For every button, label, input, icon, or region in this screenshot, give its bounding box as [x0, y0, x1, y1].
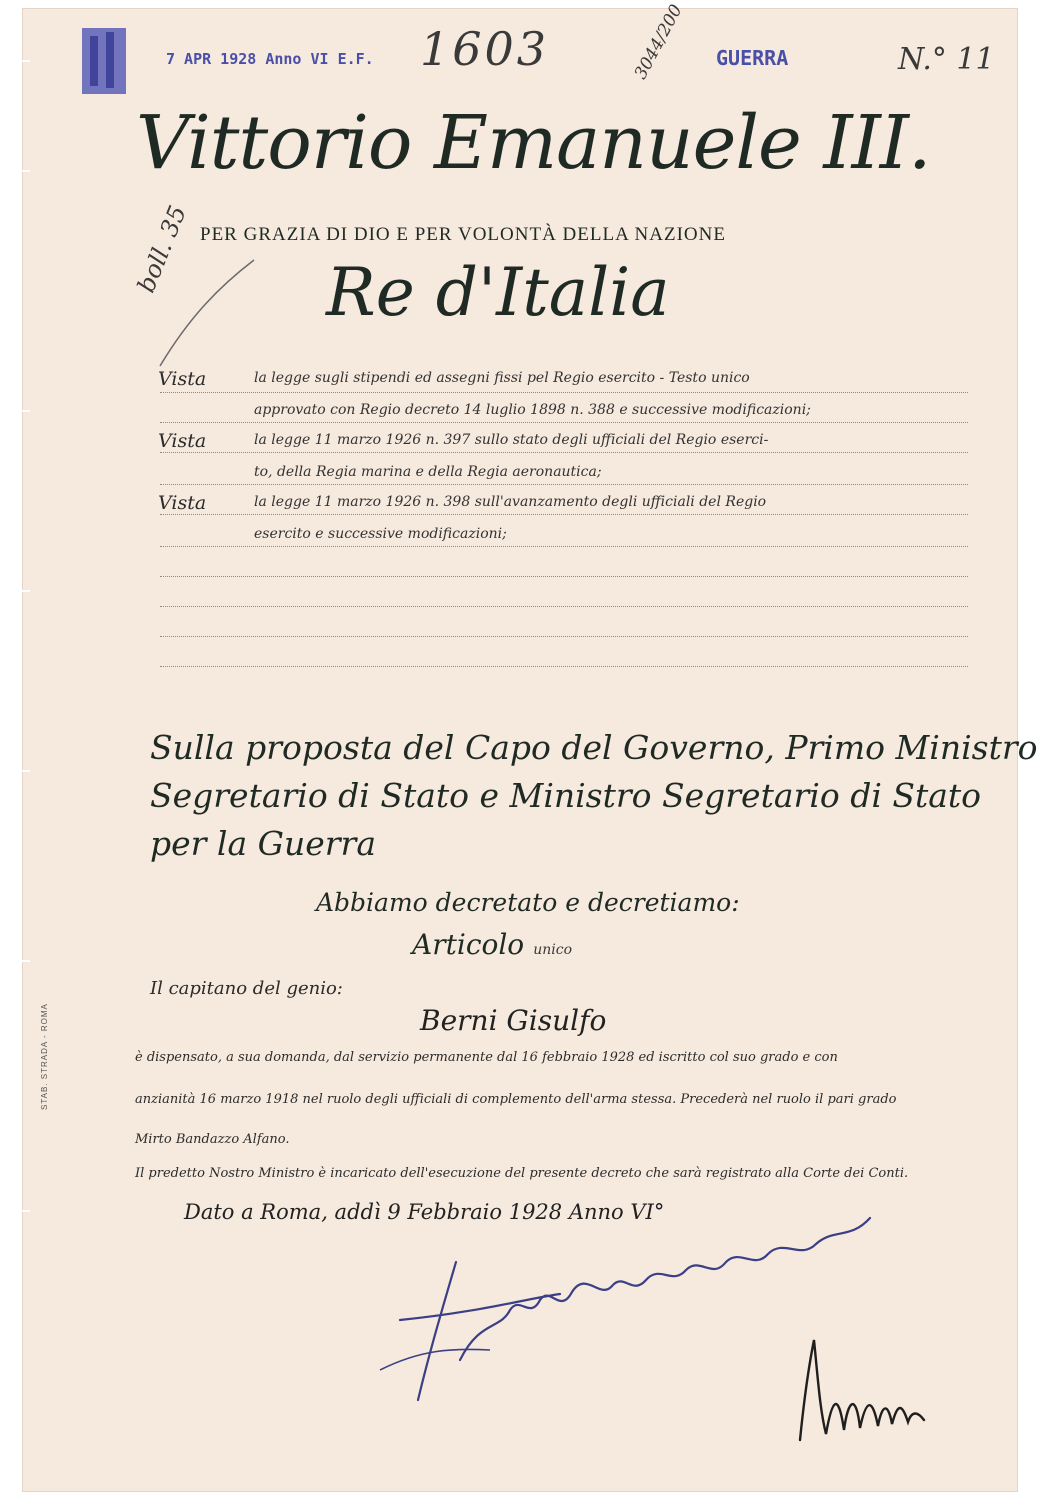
decree-body-line: è dispensato, a sua domanda, dal servizio permanente dal 16 febbraio 1928 ed iscritto col suo grado e con — [135, 1050, 838, 1065]
ruled-line — [160, 422, 968, 423]
vista-text-line: to, della Regia marina e della Regia aeronautica; — [254, 464, 602, 480]
kingdom-title: Re d'Italia — [326, 254, 670, 331]
minister-signature — [790, 1330, 930, 1450]
margin-note: boll. 35 — [132, 201, 193, 297]
vista-text-line: la legge sugli stipendi ed assegni fissi pel Regio esercito - Testo unico — [254, 370, 750, 386]
vista-text-line: esercito e successive modificazioni; — [254, 526, 507, 542]
sheet-number: N.° 11 — [898, 42, 995, 77]
article-heading — [412, 928, 572, 961]
protocol-number: 1603 — [420, 22, 550, 76]
dateline: Dato a Roma, addì 9 Febbraio 1928 Anno VI° — [184, 1200, 665, 1224]
printer-imprint: STAB. STRADA - ROMA — [40, 1003, 49, 1110]
edge-perforation — [22, 410, 30, 412]
department-stamp: GUERRA — [716, 46, 789, 70]
edge-perforation — [22, 60, 30, 62]
ruled-line — [160, 636, 968, 637]
date-stamp: 7 APR 1928 Anno VI E.F. — [166, 50, 374, 68]
decree-formula: Abbiamo decretato e decretiamo: — [316, 888, 740, 917]
ruled-line — [160, 546, 968, 547]
king-name-heading: Vittorio Emanuele III. — [136, 100, 931, 186]
decree-body-line: Mirto Bandazzo Alfano. — [135, 1132, 290, 1147]
edge-perforation — [22, 1210, 30, 1212]
vista-text-line: la legge 11 marzo 1926 n. 398 sull'avanzamento degli ufficiali del Regio — [254, 494, 767, 510]
ruled-line — [160, 666, 968, 667]
vista-text-line: approvato con Regio decreto 14 luglio 1898 n. 388 e successive modificazioni; — [254, 402, 811, 418]
subject-name: Berni Gisulfo — [420, 1004, 607, 1037]
decree-body-line: Il predetto Nostro Ministro è incaricato dell'esecuzione del presente decreto che sarà registrato alla Corte dei Conti. — [135, 1166, 909, 1181]
article-label: Articolo — [412, 928, 525, 961]
ruled-line — [160, 576, 968, 577]
vista-label: Vista — [158, 492, 207, 514]
proposal-line: Sulla proposta del Capo del Governo, Primo Ministro — [150, 728, 1038, 767]
registry-stamp-block-icon — [76, 22, 140, 102]
ruled-line — [160, 606, 968, 607]
ruled-line — [160, 484, 968, 485]
decree-body-line: anzianità 16 marzo 1918 nel ruolo degli ufficiali di complemento dell'arma stessa. Precederà nel ruolo il pari grado — [135, 1092, 897, 1107]
edge-perforation — [22, 170, 30, 172]
ruled-line — [160, 452, 968, 453]
fraction-note: 3044/200 — [630, 1, 687, 83]
edge-perforation — [22, 960, 30, 962]
edge-perforation — [22, 770, 30, 772]
article-suffix: unico — [533, 942, 573, 958]
proposal-line: Segretario di Stato e Ministro Segretario di Stato — [150, 776, 982, 815]
vista-label: Vista — [158, 430, 207, 452]
ruled-line — [160, 514, 968, 515]
ruled-line — [160, 392, 968, 393]
vista-text-line: la legge 11 marzo 1926 n. 397 sullo stato degli ufficiali del Regio eserci- — [254, 432, 769, 448]
edge-perforation — [22, 590, 30, 592]
proposal-line: per la Guerra — [150, 824, 377, 863]
subject-rank: Il capitano del genio: — [150, 978, 343, 999]
vista-label: Vista — [158, 368, 207, 390]
pencil-stroke-mark — [150, 256, 260, 376]
grace-formula: PER GRAZIA DI DIO E PER VOLONTÀ DELLA NAZIONE — [200, 224, 726, 245]
